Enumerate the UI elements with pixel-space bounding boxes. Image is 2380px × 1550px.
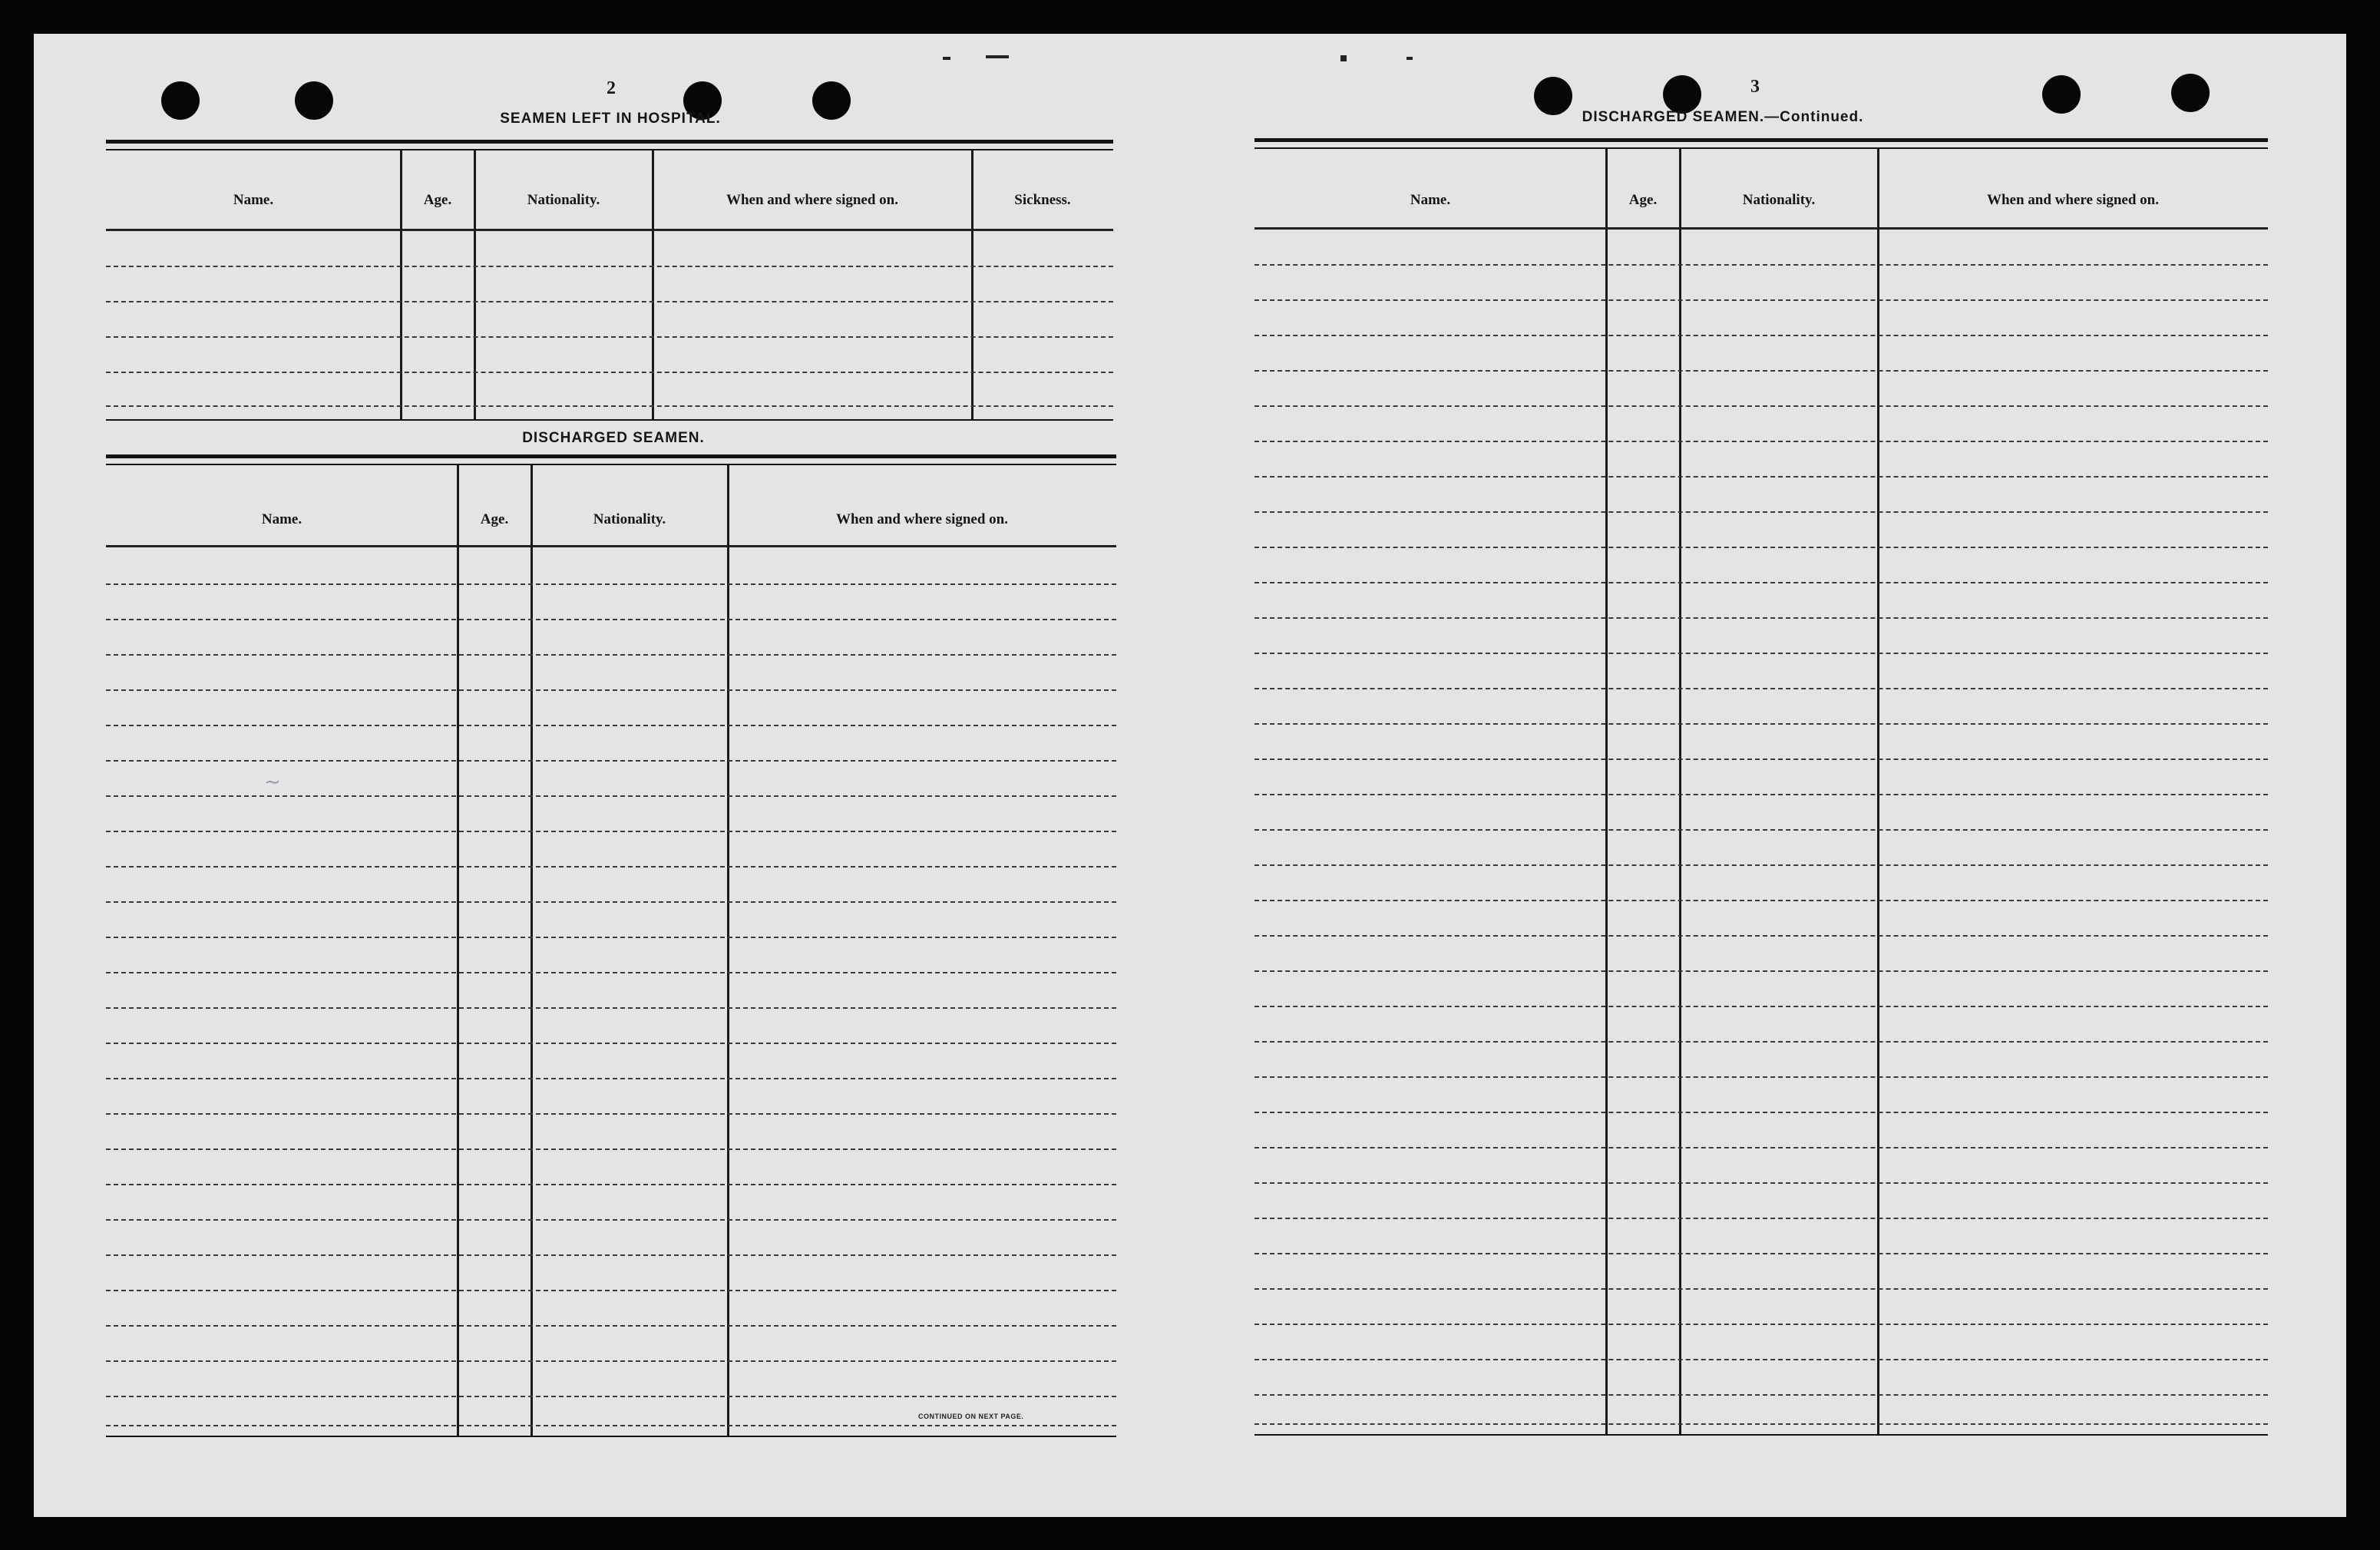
entry-line (1254, 370, 2268, 372)
entry-line (106, 1254, 1116, 1256)
entry-line (1254, 688, 2268, 689)
discharged-continued-table (1254, 138, 2268, 1436)
entry-line (1254, 1076, 2268, 1078)
entry-line (1254, 1112, 2268, 1113)
entry-line (1254, 723, 2268, 725)
entry-line (1254, 1182, 2268, 1184)
entry-line (106, 795, 1116, 797)
column-header-name: Name. (261, 511, 302, 527)
entry-line (106, 866, 1116, 868)
table-top-rule (106, 454, 1116, 458)
entry-line (106, 760, 1116, 762)
entry-line (106, 583, 1116, 585)
table-bottom-rule (106, 1436, 1116, 1437)
entry-line (1254, 935, 2268, 937)
entry-line (106, 1184, 1116, 1185)
entry-line (106, 266, 1113, 267)
entry-line (1254, 864, 2268, 866)
entry-line (106, 405, 1113, 407)
entry-line (1254, 476, 2268, 478)
punch-hole (2171, 74, 2210, 112)
table-bottom-rule (106, 419, 1113, 421)
hospital-section-title: SEAMEN LEFT IN HOSPITAL. (500, 111, 721, 127)
punch-hole (161, 81, 200, 120)
entry-line (106, 1078, 1116, 1079)
entry-line (1254, 829, 2268, 831)
column-header-age: Age. (1628, 192, 1658, 208)
entry-line (1254, 299, 2268, 301)
column-header-when-where: When and where signed on. (835, 511, 1008, 527)
column-header-name: Name. (233, 192, 274, 208)
column-header-name: Name. (1410, 192, 1451, 208)
entry-line (1254, 441, 2268, 442)
table-top-rule (106, 140, 1113, 144)
entry-line (1254, 653, 2268, 654)
entry-line (106, 372, 1113, 373)
entry-line (1254, 335, 2268, 336)
entry-line (1254, 1006, 2268, 1007)
entry-line (106, 1113, 1116, 1115)
punch-hole (295, 81, 333, 120)
entry-line (1254, 1288, 2268, 1290)
column-header-nationality: Nationality. (593, 511, 666, 527)
entry-line (106, 301, 1113, 302)
entry-line (106, 725, 1116, 726)
entry-line (106, 619, 1116, 620)
table-top-rule (1254, 138, 2268, 142)
scan-speck (1340, 55, 1347, 61)
entry-line (1254, 582, 2268, 583)
entry-line (1254, 405, 2268, 407)
column-header-nationality: Nationality. (527, 192, 600, 208)
header-rule (106, 229, 1113, 231)
entry-line (106, 1043, 1116, 1044)
entry-line (1254, 970, 2268, 972)
entry-line (106, 336, 1113, 338)
punch-hole (1663, 75, 1701, 114)
entry-line (1254, 1218, 2268, 1219)
entry-line (1254, 1041, 2268, 1043)
hospital-table (106, 140, 1113, 454)
entry-line (106, 689, 1116, 691)
entry-line (106, 972, 1116, 973)
entry-line (106, 831, 1116, 832)
scan-speck (1407, 57, 1413, 60)
entry-line (106, 1396, 1116, 1397)
page-number-left: 2 (607, 78, 616, 98)
discharged-continued-title: DISCHARGED SEAMEN.—Continued. (1582, 109, 1864, 125)
column-divider (1605, 149, 1608, 1434)
entry-line (106, 1290, 1116, 1291)
column-divider (400, 150, 402, 419)
header-rule (106, 545, 1116, 547)
column-divider (652, 150, 654, 419)
entry-line (106, 1325, 1116, 1327)
entry-line (106, 1148, 1116, 1150)
entry-line (106, 1360, 1116, 1362)
entry-line (1254, 617, 2268, 619)
column-header-age: Age. (423, 192, 452, 208)
entry-line (1254, 1359, 2268, 1360)
scan-speck (943, 57, 950, 60)
column-divider (474, 150, 476, 419)
entry-line (1254, 511, 2268, 513)
entry-line (106, 937, 1116, 938)
punch-hole (1534, 77, 1572, 115)
entry-line (1254, 794, 2268, 795)
column-header-nationality: Nationality. (1742, 192, 1816, 208)
column-header-sickness: Sickness. (1014, 192, 1071, 208)
entry-line (106, 1425, 1116, 1426)
entry-line (1254, 1394, 2268, 1396)
table-top-rule-thin (106, 464, 1116, 465)
entry-line (1254, 900, 2268, 901)
discharged-table (106, 454, 1116, 1442)
continued-note: CONTINUED ON NEXT PAGE. (918, 1413, 1024, 1420)
column-divider (971, 150, 973, 419)
entry-line (1254, 264, 2268, 266)
entry-line (106, 901, 1116, 903)
faint-mark: ∼ (264, 771, 281, 793)
column-header-when-where: When and where signed on. (1986, 192, 2159, 208)
column-divider (1877, 149, 1879, 1434)
entry-line (106, 654, 1116, 656)
table-top-rule-thin (1254, 147, 2268, 149)
table-bottom-rule (1254, 1434, 2268, 1436)
scan-speck (986, 55, 1009, 58)
column-header-age: Age. (480, 511, 509, 527)
column-divider (1679, 149, 1681, 1434)
table-top-rule-thin (106, 149, 1113, 150)
page-number-right: 3 (1750, 77, 1760, 97)
entry-line (1254, 1324, 2268, 1325)
entry-line (1254, 1423, 2268, 1425)
entry-line (1254, 547, 2268, 548)
entry-line (1254, 1253, 2268, 1254)
punch-hole (812, 81, 851, 120)
entry-line (106, 1007, 1116, 1009)
entry-line (1254, 1147, 2268, 1148)
scanned-form-spread (34, 34, 2346, 1517)
header-rule (1254, 227, 2268, 230)
column-header-when-where: When and where signed on. (726, 192, 898, 208)
entry-line (106, 1219, 1116, 1221)
entry-line (1254, 758, 2268, 760)
punch-hole (2042, 75, 2081, 114)
discharged-section-title: DISCHARGED SEAMEN. (522, 430, 705, 446)
